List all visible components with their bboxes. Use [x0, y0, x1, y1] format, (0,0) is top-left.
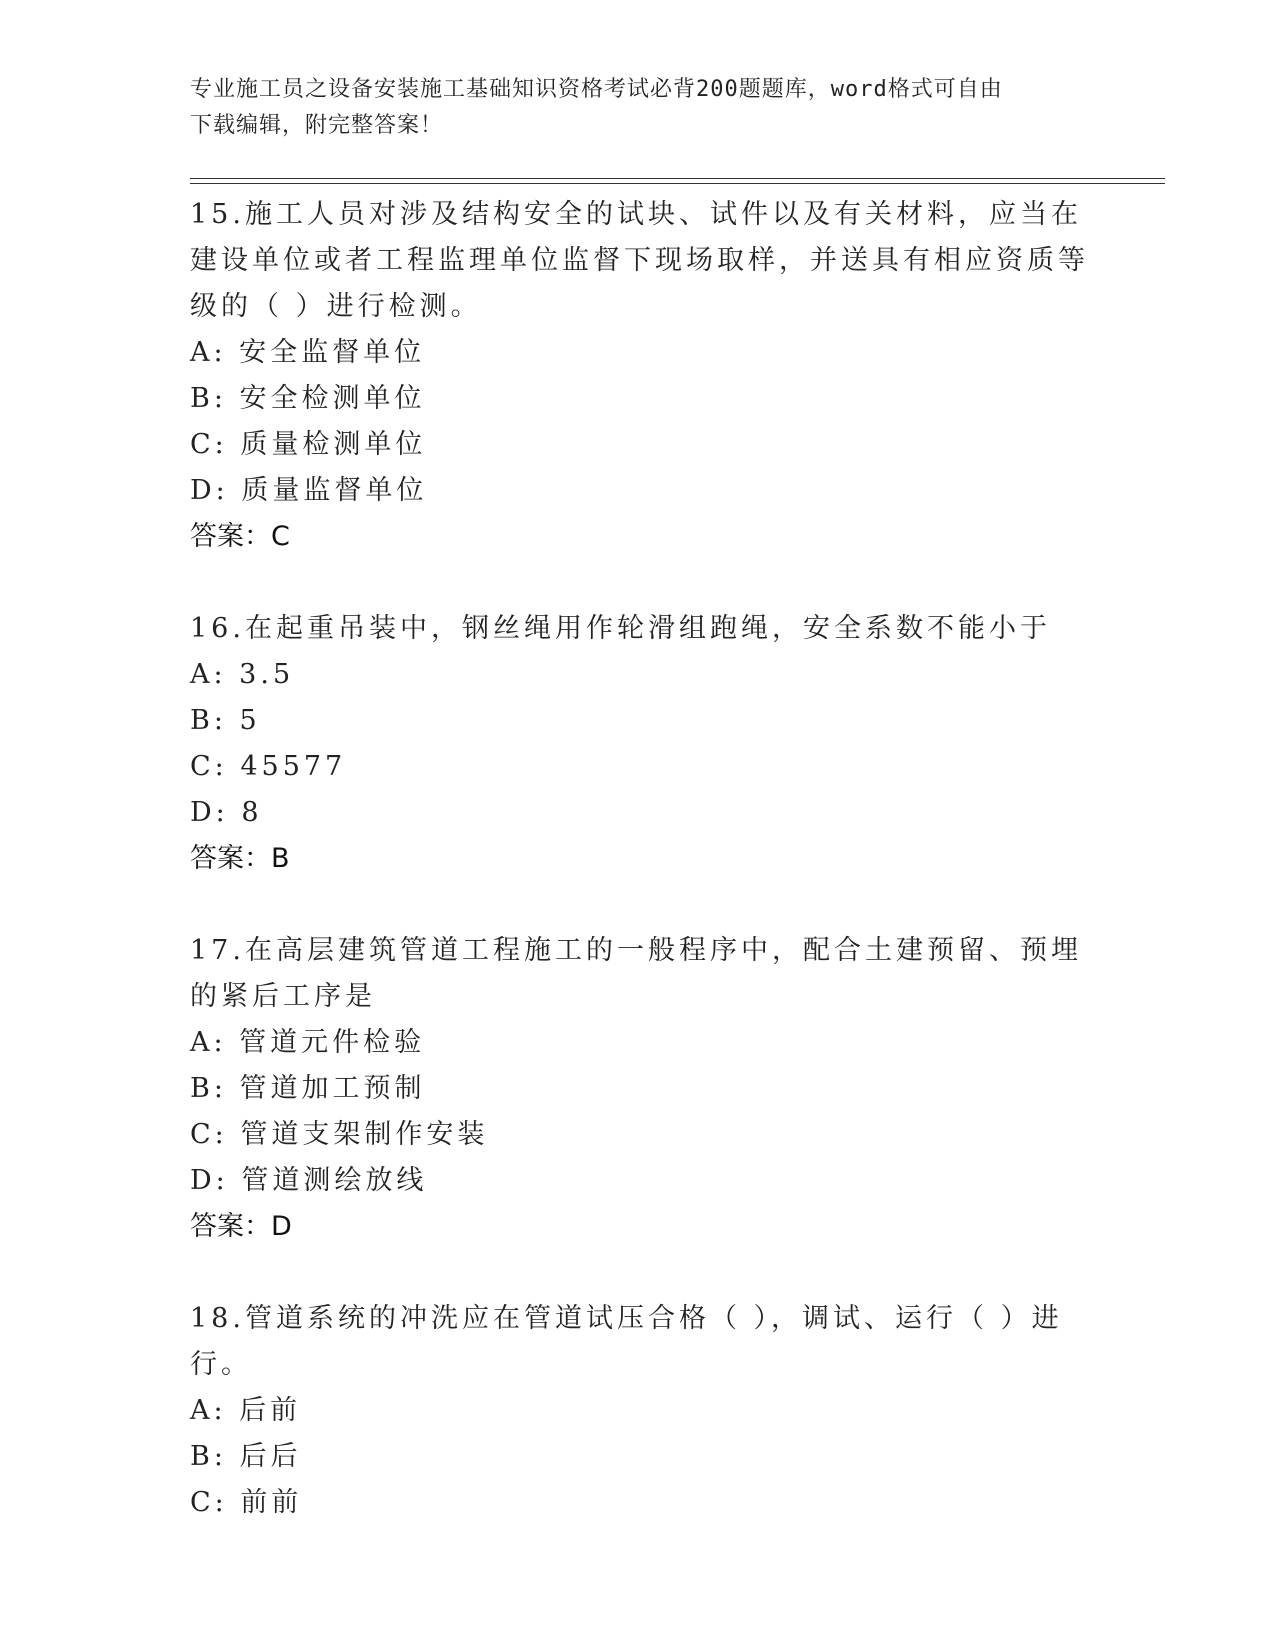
question-stem: 18.管道系统的冲洗应在管道试压合格（ ），调试、运行（ ）进行。	[190, 1303, 1063, 1380]
option-c: C: 质量检测单位	[190, 429, 427, 460]
option-c: C: 前前	[190, 1487, 303, 1518]
question-stem: 17.在高层建筑管道工程施工的一般程序中，配合土建预留、预埋的紧后工序是	[190, 935, 1082, 1012]
question-17	[190, 928, 1090, 1250]
header-divider-top	[190, 178, 1165, 179]
option-d: D: 管道测绘放线	[190, 1165, 428, 1196]
option-b: B: 安全检测单位	[190, 383, 426, 414]
option-b: B: 5	[190, 705, 261, 736]
option-d: D: 8	[190, 797, 263, 828]
spacer	[190, 1250, 1090, 1296]
header-divider-bottom	[190, 183, 1165, 184]
question-stem: 16.在起重吊装中，钢丝绳用作轮滑组跑绳，安全系数不能小于	[190, 613, 1051, 644]
option-a: A: 管道元件检验	[190, 1027, 426, 1058]
header-line-1: 专业施工员之设备安装施工基础知识资格考试必背200题题库，word格式可自由	[190, 77, 1003, 102]
answer: 答案：C	[190, 521, 290, 552]
header-line-2: 下载编辑，附完整答案！	[190, 113, 444, 138]
spacer	[190, 560, 1090, 606]
spacer	[190, 882, 1090, 928]
question-list	[190, 192, 1090, 1526]
answer: 答案：D	[190, 1211, 292, 1242]
answer: 答案：B	[190, 843, 290, 874]
option-c: C: 管道支架制作安装	[190, 1119, 489, 1150]
option-c: C: 45577	[190, 751, 347, 782]
question-18	[190, 1296, 1090, 1526]
document-header	[190, 72, 1090, 144]
question-16	[190, 606, 1090, 882]
option-b: B: 管道加工预制	[190, 1073, 426, 1104]
option-b: B: 后后	[190, 1441, 302, 1472]
option-a: A: 安全监督单位	[190, 337, 426, 368]
option-a: A: 3.5	[190, 659, 295, 690]
question-stem: 15.施工人员对涉及结构安全的试块、试件以及有关材料，应当在建设单位或者工程监理单位监督下现场取样，并送具有相应资质等级的（ ）进行检测。	[190, 199, 1089, 322]
option-d: D: 质量监督单位	[190, 475, 428, 506]
question-15	[190, 192, 1090, 560]
option-a: A: 后前	[190, 1395, 302, 1426]
